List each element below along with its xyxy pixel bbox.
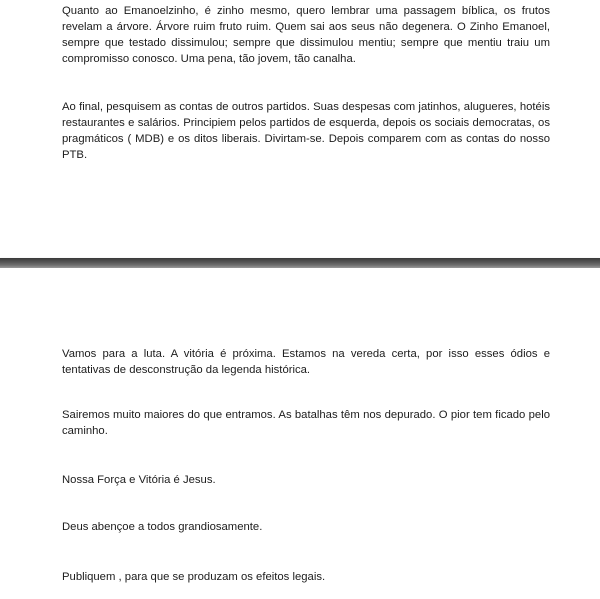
page-separator	[0, 258, 600, 268]
paragraph-deus-abencoe: Deus abençoe a todos grandiosamente.	[62, 521, 263, 533]
document-page-2	[0, 268, 600, 599]
paragraph-forca-vitoria: Nossa Força e Vitória é Jesus.	[62, 474, 216, 486]
paragraph-contas-partidos: Ao final, pesquisem as contas de outros partidos. Suas despesas com jatinhos, alugueres, hotéis restaurantes e salários. Principiem pelos partidos de esquerda, depois os sociais democratas, os pragmáticos ( MDB) e os ditos liberais. Divirtam-se. Depois comparem com as contas do nosso PTB.	[62, 101, 550, 161]
document-page-1	[0, 0, 600, 258]
paragraph-publiquem: Publiquem , para que se produzam os efeitos legais.	[62, 571, 326, 583]
paragraph-emanoelzinho: Quanto ao Emanoelzinho, é zinho mesmo, quero lembrar uma passagem bíblica, os frutos revelam a árvore. Árvore ruim fruto ruim. Quem sai aos seus não degenera. O Zinho Emanoel, sempre que testado dissimulou; sempre que dissimulou mentiu; sempre que mentiu traiu um compromisso conosco. Uma pena, tão jovem, tão canalha.	[62, 5, 550, 65]
paragraph-vamos-para-a-luta: Vamos para a luta. A vitória é próxima. Estamos na vereda certa, por isso esses ódios e tentativas de desconstrução da legenda histórica.	[62, 348, 550, 376]
paragraph-sairemos-maiores: Sairemos muito maiores do que entramos. As batalhas têm nos depurado. O pior tem ficado pelo caminho.	[62, 409, 550, 437]
